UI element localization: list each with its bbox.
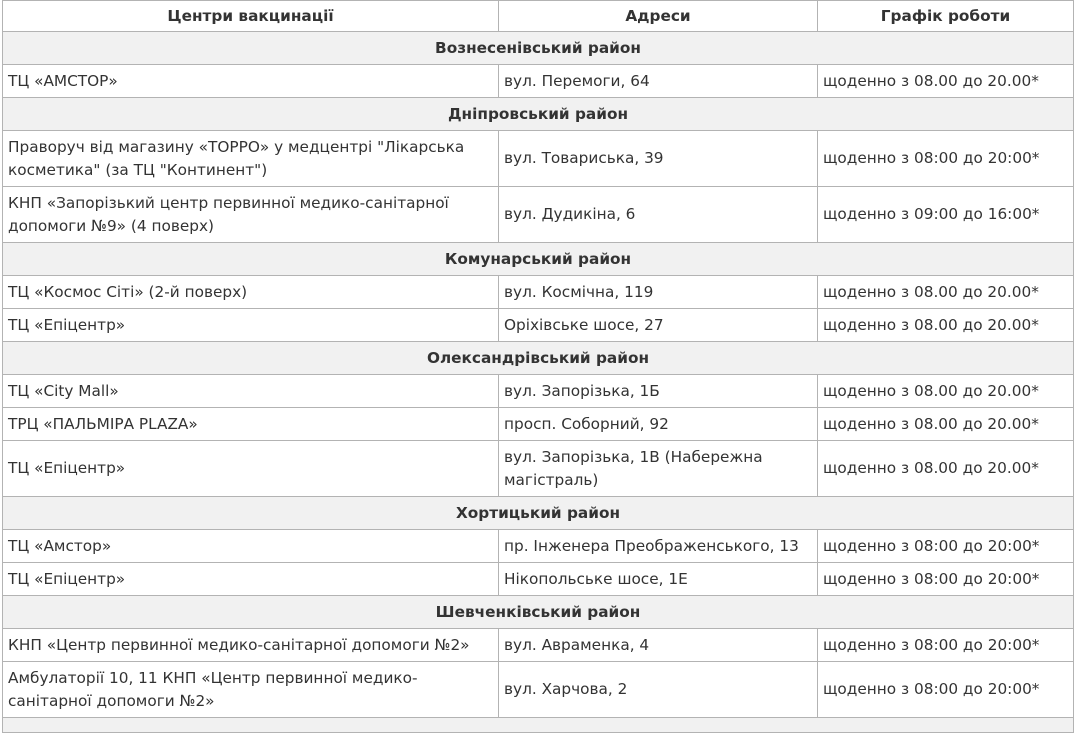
district-row <box>3 342 1074 375</box>
district-row <box>3 32 1074 65</box>
center-name: ТЦ «Космос Сіті» (2-й поверх) <box>3 276 499 309</box>
center-schedule: щоденно з 08.00 до 20.00* <box>818 276 1074 309</box>
district-row <box>3 596 1074 629</box>
center-address: вул. Товариська, 39 <box>499 131 818 187</box>
center-name: КНП «Центр первинної медико-санітарної допомоги №2» <box>3 629 499 662</box>
district-name-cut-off <box>3 718 1074 733</box>
center-schedule: щоденно з 09:00 до 16:00* <box>818 187 1074 243</box>
center-name: Праворуч від магазину «ТОРРО» у медцентрі "Лікарська косметика" (за ТЦ "Континент") <box>3 131 499 187</box>
table-row <box>3 309 1074 342</box>
header-address: Адреси <box>499 1 818 32</box>
center-address: просп. Соборний, 92 <box>499 408 818 441</box>
table-row <box>3 662 1074 718</box>
center-schedule: щоденно з 08:00 до 20:00* <box>818 530 1074 563</box>
center-address: пр. Інженера Преображенського, 13 <box>499 530 818 563</box>
table-row <box>3 441 1074 497</box>
center-name: ТЦ «Епіцентр» <box>3 441 499 497</box>
center-name: ТРЦ «ПАЛЬМІРА PLAZA» <box>3 408 499 441</box>
table-row <box>3 375 1074 408</box>
table-row <box>3 187 1074 243</box>
vaccination-centers-table <box>2 0 1074 733</box>
table-row <box>3 131 1074 187</box>
district-row <box>3 243 1074 276</box>
center-address: вул. Перемоги, 64 <box>499 65 818 98</box>
district-name: Хортицький район <box>3 497 1074 530</box>
center-schedule: щоденно з 08.00 до 20.00* <box>818 65 1074 98</box>
table-row <box>3 408 1074 441</box>
center-schedule: щоденно з 08.00 до 20.00* <box>818 309 1074 342</box>
center-address: вул. Запорізька, 1Б <box>499 375 818 408</box>
district-name: Шевченківський район <box>3 596 1074 629</box>
header-schedule: Графік роботи <box>818 1 1074 32</box>
center-address: Нікопольське шосе, 1Е <box>499 563 818 596</box>
center-name: Амбулаторії 10, 11 КНП «Центр первинної медико-санітарної допомоги №2» <box>3 662 499 718</box>
district-row <box>3 98 1074 131</box>
center-name: ТЦ «Епіцентр» <box>3 563 499 596</box>
center-name: ТЦ «Епіцентр» <box>3 309 499 342</box>
table-row <box>3 276 1074 309</box>
center-schedule: щоденно з 08.00 до 20.00* <box>818 441 1074 497</box>
center-name: КНП «Запорізький центр первинної медико-санітарної допомоги №9» (4 поверх) <box>3 187 499 243</box>
district-name: Олександрівський район <box>3 342 1074 375</box>
district-row-cut-off <box>3 718 1074 733</box>
header-centers: Центри вакцинації <box>3 1 499 32</box>
district-name: Вознесенівський район <box>3 32 1074 65</box>
center-address: вул. Космічна, 119 <box>499 276 818 309</box>
center-name: ТЦ «АМСТОР» <box>3 65 499 98</box>
center-schedule: щоденно з 08:00 до 20:00* <box>818 563 1074 596</box>
center-name: ТЦ «Амстор» <box>3 530 499 563</box>
center-schedule: щоденно з 08:00 до 20:00* <box>818 131 1074 187</box>
table-row <box>3 629 1074 662</box>
table-header-row <box>3 1 1074 32</box>
center-address: вул. Запорізька, 1В (Набережна магістраль) <box>499 441 818 497</box>
center-address: вул. Дудикіна, 6 <box>499 187 818 243</box>
center-schedule: щоденно з 08:00 до 20:00* <box>818 629 1074 662</box>
district-name: Дніпровський район <box>3 98 1074 131</box>
center-name: ТЦ «City Mall» <box>3 375 499 408</box>
district-row <box>3 497 1074 530</box>
center-address: вул. Харчова, 2 <box>499 662 818 718</box>
center-address: вул. Авраменка, 4 <box>499 629 818 662</box>
center-address: Оріхівське шосе, 27 <box>499 309 818 342</box>
center-schedule: щоденно з 08.00 до 20.00* <box>818 408 1074 441</box>
table-row <box>3 563 1074 596</box>
table-row <box>3 530 1074 563</box>
center-schedule: щоденно з 08:00 до 20:00* <box>818 662 1074 718</box>
table-row <box>3 65 1074 98</box>
center-schedule: щоденно з 08.00 до 20.00* <box>818 375 1074 408</box>
district-name: Комунарський район <box>3 243 1074 276</box>
